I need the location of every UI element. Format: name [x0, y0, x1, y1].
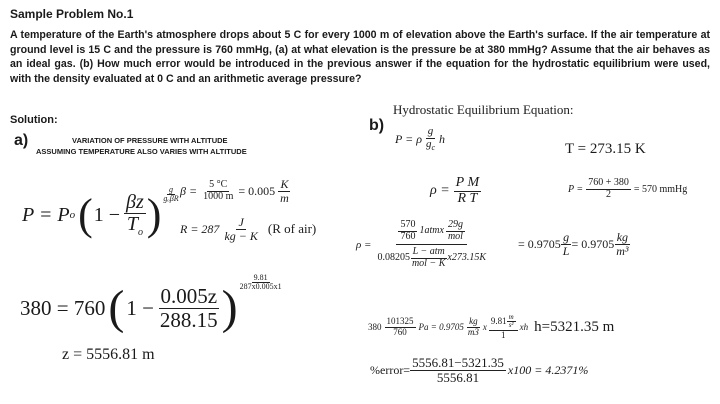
rho2-lhs: ρ = [356, 238, 372, 251]
beta-fraction [201, 180, 235, 202]
left-paren: ( [78, 190, 93, 240]
eq1-fraction [424, 126, 437, 152]
rho-den: R T [457, 190, 478, 206]
problem-title: Sample Problem No.1 [10, 7, 134, 21]
formula-fraction [124, 192, 146, 239]
r-note: (R of air) [267, 221, 317, 237]
formula-den-wrap [125, 214, 145, 239]
rho2-n1-num: 570 [400, 219, 416, 230]
h-g [489, 314, 518, 340]
beta-val: = 0.005 [238, 183, 276, 198]
formula-den: T [126, 213, 138, 235]
err-num: 5556.81−5321.35 [412, 355, 504, 370]
h-g-num: 9.81 [490, 316, 507, 327]
rho-fraction [454, 176, 481, 206]
rho-num: P M [455, 175, 480, 190]
r-label: R = 287 [180, 221, 220, 236]
r-unit-num: J [238, 215, 244, 229]
eq1-num: g [427, 125, 434, 137]
rho2-n2-den: mol [447, 230, 463, 242]
rho2-main-fraction [375, 220, 488, 269]
h-u-den: m3 [467, 326, 479, 337]
rho2-d-frac [410, 247, 447, 269]
average-pressure-equation [568, 178, 687, 200]
pavg-lhs: P = [568, 183, 584, 195]
h-x: x [482, 322, 487, 333]
eq2-exp-den: 287x0.005x1 [239, 282, 282, 292]
err-val: x100 = 4.2371% [507, 362, 589, 377]
solution-label: Solution: [10, 114, 58, 126]
rho2-d-post: x273.15K [447, 251, 486, 263]
rho2-u1-den: L [562, 244, 570, 258]
err-lhs: %error= [370, 362, 411, 377]
eq2-right-paren: ) [221, 281, 238, 334]
temperature-value: T = 273.15 K [565, 141, 646, 157]
rho2-numerator [396, 220, 466, 245]
h-pre: 380 [368, 322, 382, 333]
barometric-formula [22, 185, 181, 240]
formula-one: 1 − [93, 203, 121, 226]
h-g-num-wrap [489, 314, 518, 331]
eq1-lhs: P = ρ [395, 131, 422, 146]
rho2-denominator [375, 245, 488, 269]
h-g-unit-num: m [508, 313, 514, 321]
height-calculation [368, 314, 614, 340]
rho2-val1: = 0.9705 [517, 237, 561, 251]
eq2-one: 1 − [126, 295, 154, 320]
beta-den: 1000 m [203, 190, 234, 202]
rho2-d-num: L − atm [412, 246, 445, 257]
part-b-heading: Hydrostatic Equilibrium Equation: [393, 102, 574, 117]
eq1-den-sub: c [431, 142, 436, 152]
r-unit [222, 216, 259, 242]
eq1-den-wrap [424, 139, 437, 153]
formula-den-sub: o [137, 227, 143, 238]
formula-lhs: P = P [22, 203, 70, 226]
eq2-num: 0.005z [160, 284, 218, 309]
density-equation [430, 176, 481, 206]
formula-sub: o [69, 209, 76, 222]
beta-unit-num: K [280, 177, 289, 191]
eq2-exponent [238, 274, 284, 292]
eq2-exp-num: 9.81 [253, 273, 268, 282]
rho2-n2 [446, 220, 465, 242]
h-g-den: 1 [500, 329, 506, 340]
eq1-h: h [439, 131, 446, 146]
error-calculation [370, 356, 588, 384]
exponent-fraction [161, 186, 180, 204]
eq2-den: 288.15 [159, 307, 218, 332]
rho2-u2-num: kg [616, 230, 629, 245]
pavg-num: 760 + 380 [588, 177, 629, 188]
rho2-n1 [398, 220, 417, 242]
h-answer: h=5321.35 m [534, 318, 615, 335]
err-den: 5556.81 [436, 369, 480, 385]
eq2-lhs: 380 = 760 [20, 295, 106, 320]
formula-num: βz [126, 191, 144, 213]
beta-num: 5 °C [209, 179, 228, 191]
gas-constant-equation [180, 216, 316, 242]
rho2-val2: = 0.9705 [571, 237, 615, 251]
err-fraction [410, 356, 506, 384]
rho2-d-den: mol − K [411, 257, 446, 269]
pavg-fraction [586, 178, 631, 200]
density-calculation [356, 220, 631, 269]
part-a-heading-line1: VARIATION OF PRESSURE WITH ALTITUDE [72, 136, 228, 145]
exp-num: g [169, 185, 173, 194]
right-paren: ) [146, 190, 162, 240]
beta-unit-den: m [280, 190, 289, 205]
eq2-fraction [158, 285, 220, 330]
beta-label: β = [180, 183, 198, 198]
part-a-heading-line2: ASSUMING TEMPERATURE ALSO VARIES WITH ALTITUDE [36, 147, 247, 156]
part-a-marker: a) [14, 132, 29, 149]
rho2-u1 [561, 231, 572, 257]
rho-lhs: ρ = [430, 183, 450, 199]
h-u [466, 317, 481, 337]
h-g-unit-den: s² [508, 321, 514, 330]
eq1-den: g [425, 137, 432, 150]
h-f1-den: 760 [393, 326, 407, 337]
rho2-n1-den: 760 [400, 230, 416, 242]
rho2-u2-den: m³ [616, 244, 629, 258]
hydrostatic-equation [395, 126, 445, 152]
rho2-d-pre: 0.08205 [377, 251, 410, 263]
eq2-left-paren: ( [108, 281, 125, 334]
beta-equation [180, 178, 291, 204]
h-f1 [385, 317, 416, 337]
pavg-val: = 570 mmHg [633, 183, 688, 195]
h-g-unit [507, 314, 516, 330]
h-xh: xh [519, 322, 529, 333]
pavg-den: 2 [606, 188, 611, 200]
answer-a: z = 5556.81 m [62, 346, 155, 363]
h-pa: Pa = 0.9705 [418, 322, 464, 333]
h-u-num: kg [469, 316, 478, 327]
substituted-equation [20, 273, 284, 334]
r-unit-den: kg − K [224, 228, 258, 243]
rho2-u1-num: g [563, 230, 570, 245]
h-f1-num: 101325 [386, 316, 414, 327]
beta-unit [278, 178, 291, 204]
rho2-n2-num: 29g [447, 219, 463, 230]
part-b-marker: b) [369, 117, 385, 134]
rho2-atm: 1atmx [419, 224, 444, 236]
rho2-u2 [614, 231, 630, 257]
exp-den: gₒβR [163, 194, 179, 204]
problem-text: A temperature of the Earth's atmosphere drops about 5 C for every 1000 m of elevation above the Earth's surface. If the air temperature at ground level is 15 C and the pressure is 760 mmHg, (a) at what elevation is the pressure be at 380 mmHg? Assume that the air behaves as an ideal gas. (b) How much error would be introduced in the previous answer if the equation for the hydrostatic equilibrium were used, with the density evaluated at 0 C and an arithmetic average pressure? [10, 29, 710, 85]
